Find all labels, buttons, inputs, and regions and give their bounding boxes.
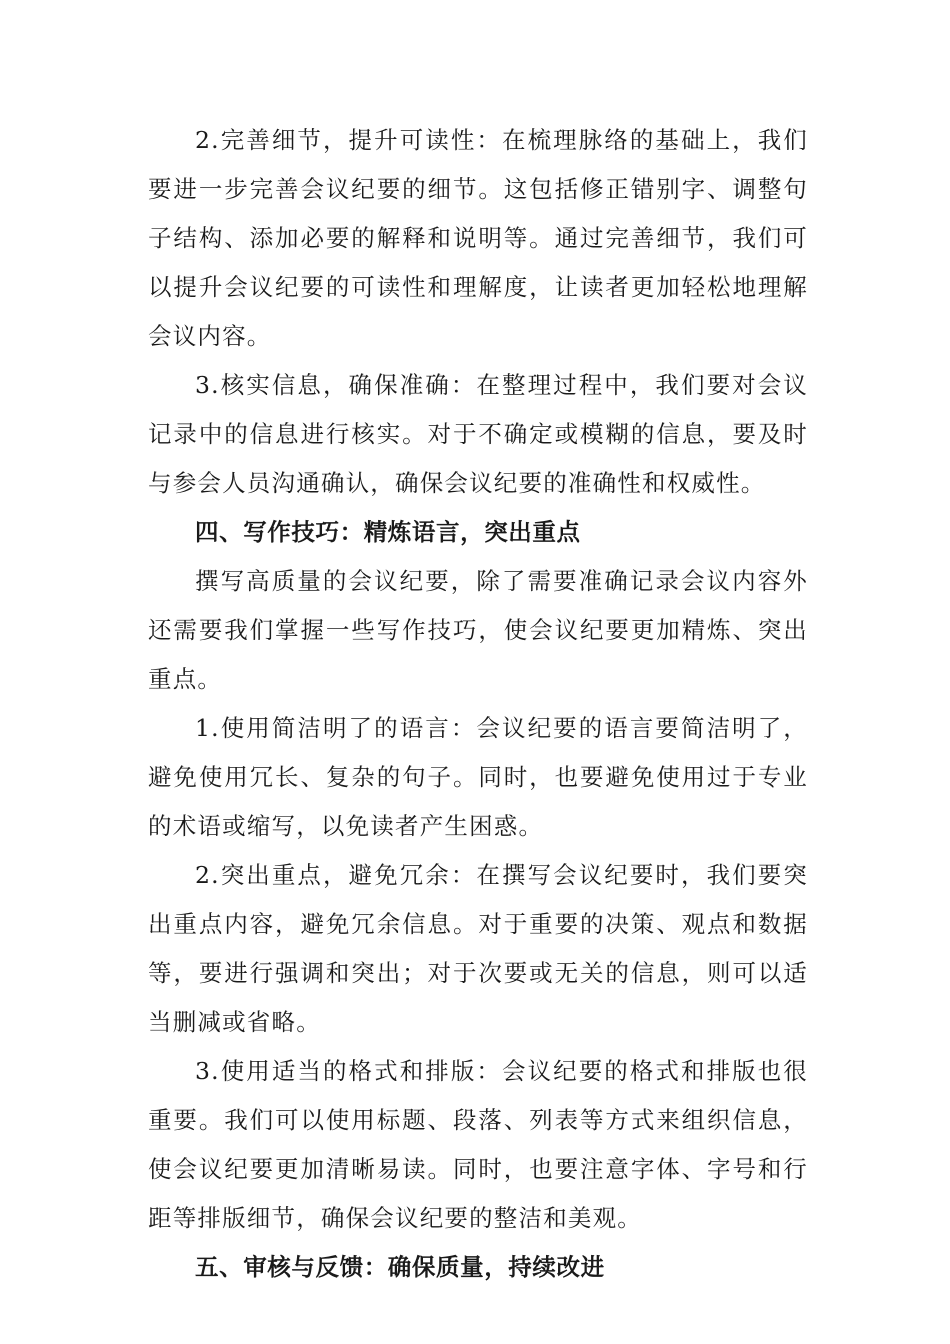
paragraph-format-layout: 3.使用适当的格式和排版：会议纪要的格式和排版也很重要。我们可以使用标题、段落、列表等方式来组织信息，使会议纪要更加清晰易读。同时，也要注意字体、字号和行距等排版细节，确保会议纪要的整洁和美观。 (148, 1057, 808, 1232)
section-heading-writing-tips: 四、写作技巧：精炼语言，突出重点 (195, 518, 581, 546)
paragraph-concise-language: 1.使用简洁明了的语言：会议纪要的语言要简洁明了，避免使用冗长、复杂的句子。同时，也要避免使用过于专业的术语或缩写，以免读者产生困惑。 (148, 714, 808, 840)
section-heading-review-feedback: 五、审核与反馈：确保质量，持续改进 (195, 1253, 605, 1281)
paragraph-writing-intro: 撰写高质量的会议纪要，除了需要准确记录会议内容外还需要我们掌握一些写作技巧，使会议纪要更加精炼、突出重点。 (148, 567, 808, 693)
document-body (148, 116, 808, 1292)
paragraph-highlight-key-points: 2.突出重点，避免冗余：在撰写会议纪要时，我们要突出重点内容，避免冗余信息。对于重要的决策、观点和数据等，要进行强调和突出；对于次要或无关的信息，则可以适当删减或省略。 (148, 861, 808, 1036)
paragraph-verify-info: 3.核实信息，确保准确：在整理过程中，我们要对会议记录中的信息进行核实。对于不确定或模糊的信息，要及时与参会人员沟通确认，确保会议纪要的准确性和权威性。 (148, 371, 808, 497)
paragraph-refine-details: 2.完善细节，提升可读性：在梳理脉络的基础上，我们要进一步完善会议纪要的细节。这包括修正错别字、调整句子结构、添加必要的解释和说明等。通过完善细节，我们可以提升会议纪要的可读性和理解度，让读者更加轻松地理解会议内容。 (148, 126, 808, 350)
